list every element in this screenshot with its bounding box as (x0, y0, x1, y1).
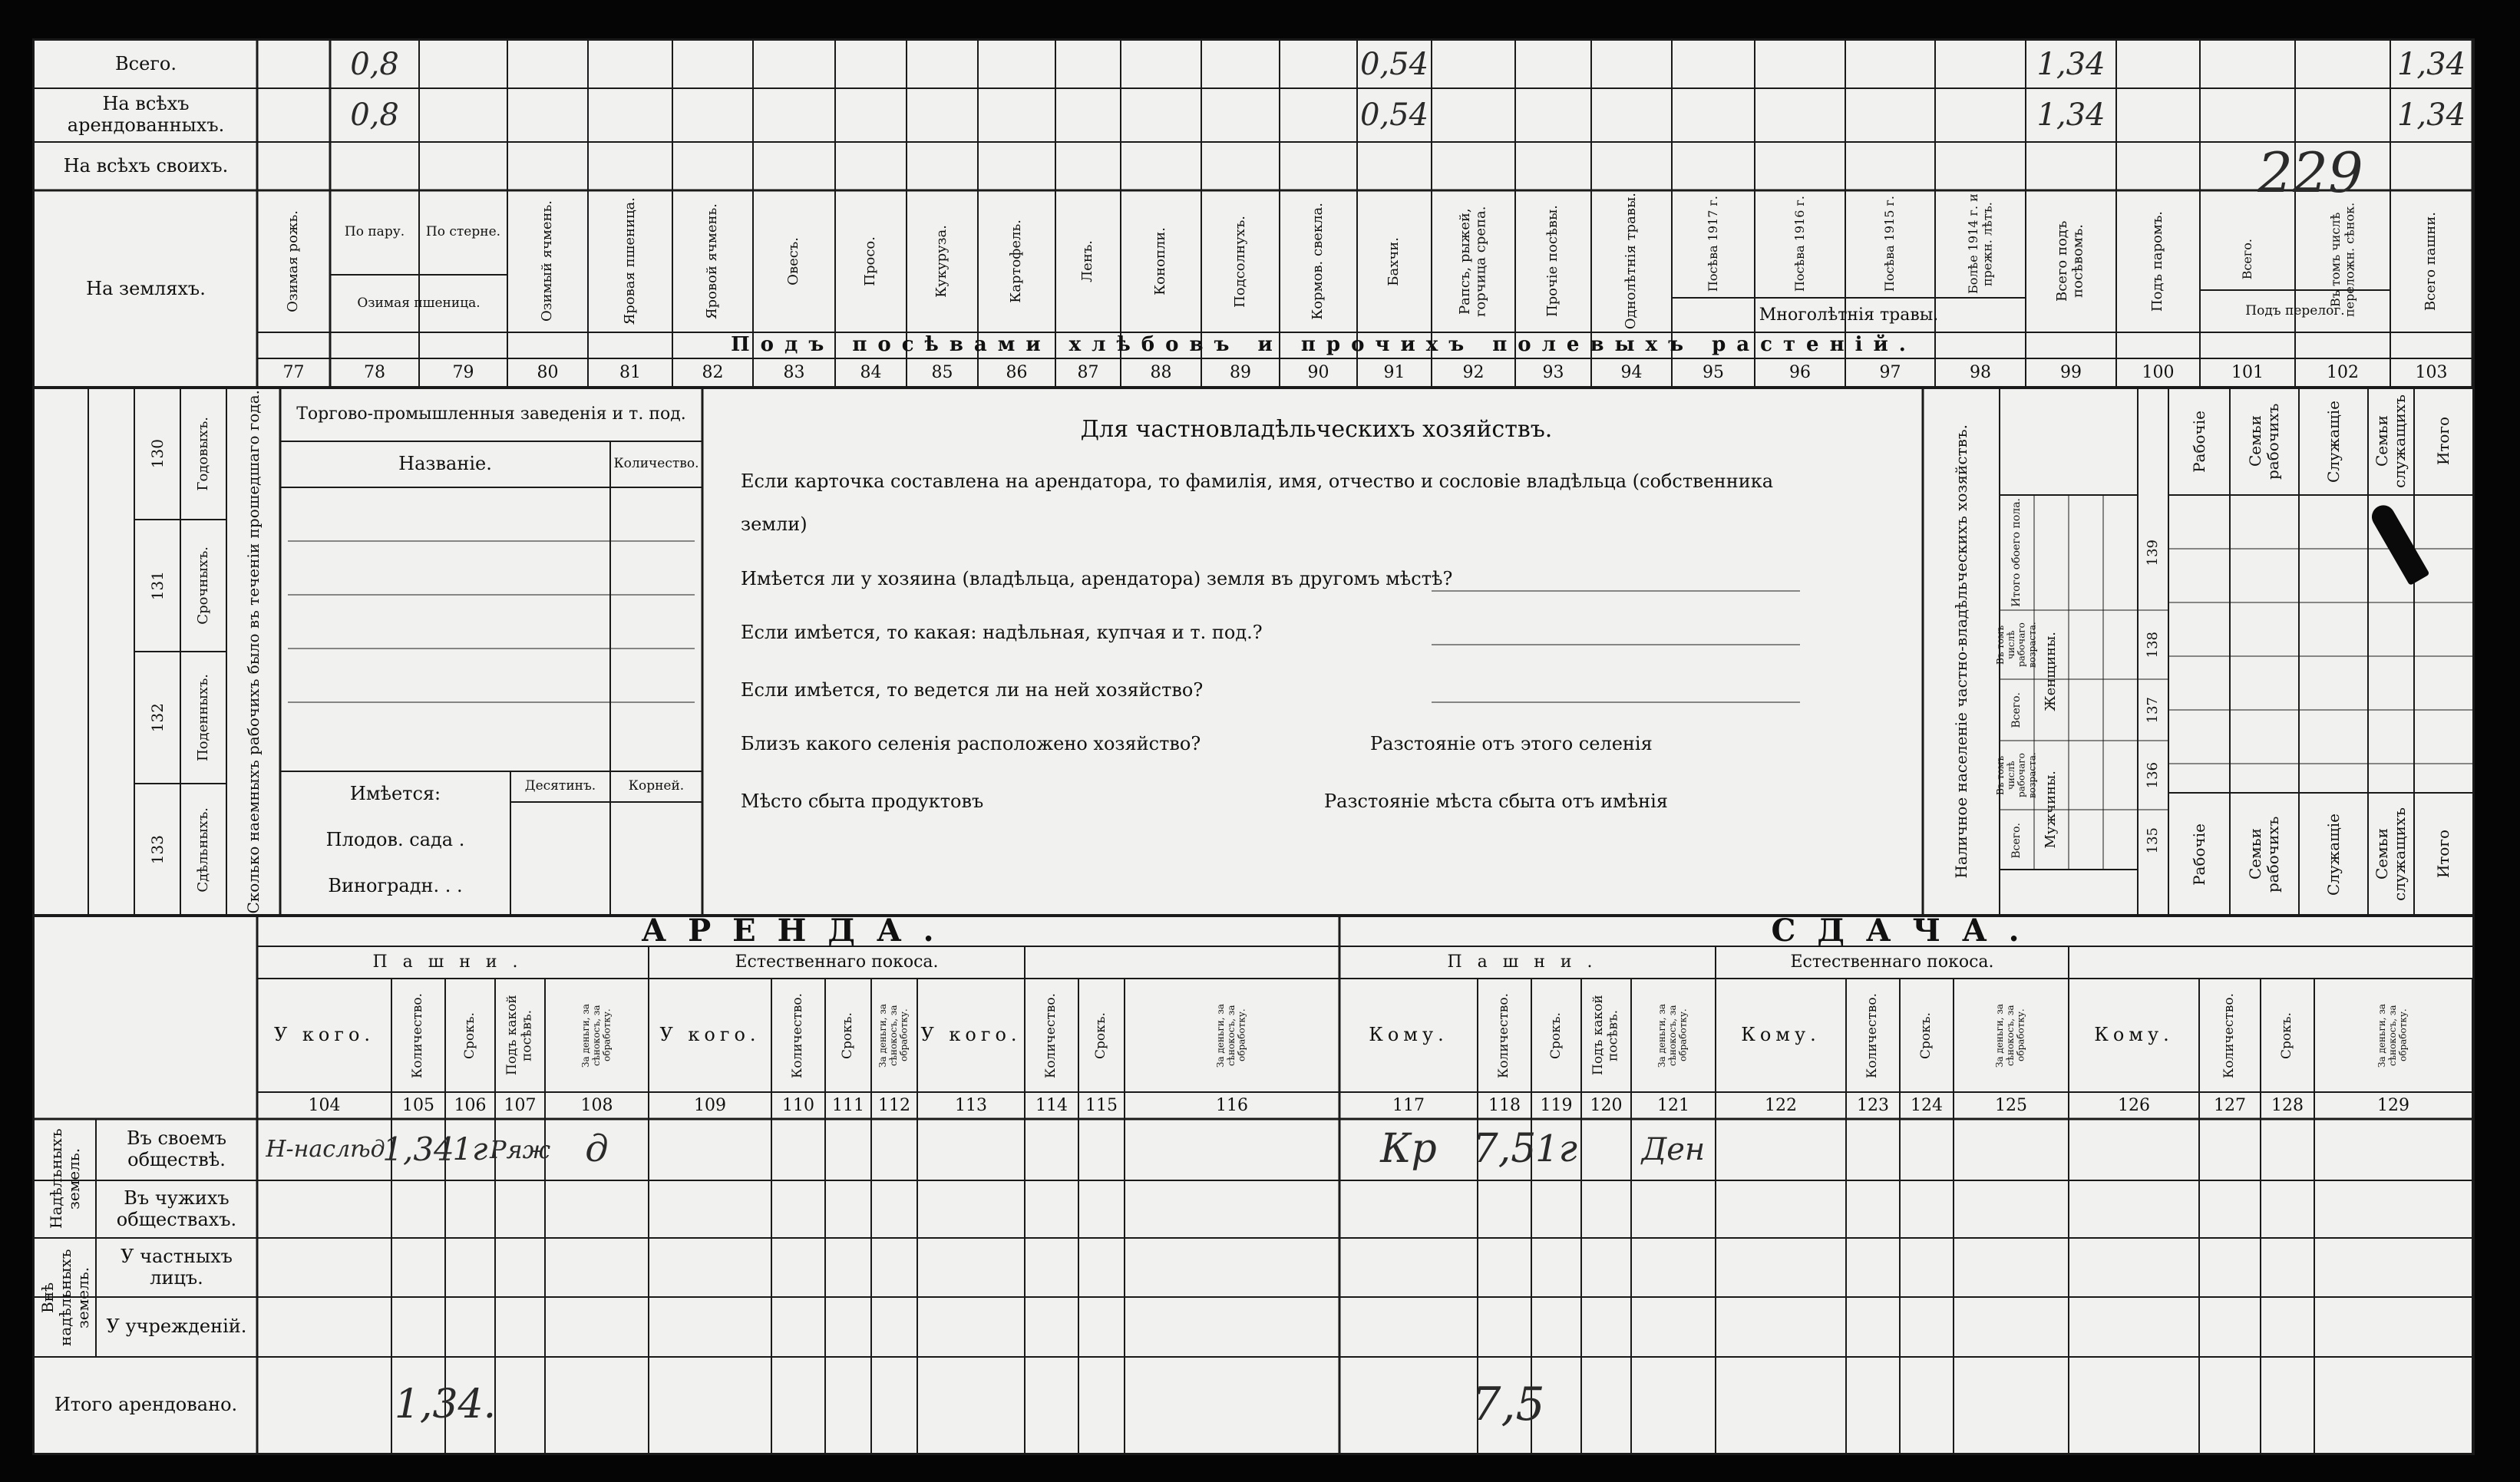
col-num-82: 82 (702, 363, 724, 383)
arenda-title: АРЕНДА. (641, 913, 956, 949)
col-header-103 (2390, 190, 2472, 332)
col-num-116: 116 (1216, 1095, 1248, 1115)
hand-srok2[interactable]: 1г (1535, 1127, 1577, 1171)
col-header-82 (672, 190, 753, 332)
pop-num-138-text: 138 (2144, 631, 2161, 658)
workers-label-130 (180, 388, 226, 520)
col-header-93 (1515, 190, 1591, 332)
col-header-86-text: Картофель. (1008, 219, 1025, 303)
col-num-129: 129 (2377, 1095, 2409, 1115)
col-num-124: 124 (1911, 1095, 1943, 1115)
col-num-85: 85 (931, 363, 953, 383)
hand-plata[interactable]: д (585, 1127, 609, 1171)
col-num-125: 125 (1995, 1095, 2027, 1115)
col-header-105-text: Количество. (410, 992, 426, 1078)
hand-kol[interactable]: 1,34 (382, 1130, 454, 1168)
col-num-107: 107 (504, 1095, 537, 1115)
col-num-127: 127 (2214, 1095, 2246, 1115)
col-header-80 (507, 190, 588, 332)
right-col-top-0 (2168, 388, 2230, 495)
right-col-top-2-text: Служащіе (2323, 400, 2343, 483)
col-header-123 (1846, 979, 1900, 1092)
vineyard-label: Виноградн. . . (328, 875, 463, 897)
col-header-100 (2116, 190, 2200, 332)
col-header-93-text: Прочіе посѣвы. (1544, 205, 1561, 318)
col-header-108-text: За деньги, за сѣнокосъ, за обработку. (580, 1003, 613, 1068)
col-header-113: У кого. (920, 1024, 1022, 1046)
trade-name-header: Названіе. (398, 453, 492, 475)
hand-vsego-99[interactable]: 1,34 (2036, 47, 2106, 82)
col-header-111-text: Срокъ. (840, 1012, 856, 1059)
col-header-118-text: Количество. (1496, 992, 1512, 1078)
sown-banner: Подъ посѣвами хлѣбовъ и прочихъ полевыхъ растеній. (731, 333, 1917, 357)
row-label-2: У частныхъ лицъ. (121, 1245, 233, 1289)
right-col-bottom-2-text: Служащіе (2323, 813, 2343, 896)
col-header-87 (1055, 190, 1121, 332)
col-header-82-text: Яровой ячмень. (704, 203, 721, 319)
right-col-top-3-text: Семьи служащихъ (2373, 394, 2409, 488)
col-header-129 (2314, 979, 2472, 1092)
col-num-79: 79 (452, 363, 474, 383)
right-col-top-1-text: Семьи рабочихъ (2246, 403, 2282, 480)
question-q2: Имѣется ли у хозяина (владѣльца, арендатора) земля въ другомъ мѣстѣ? (741, 568, 1453, 590)
trade-title: Торгово-промышленныя заведенія и т. под. (296, 404, 686, 424)
col-header-96-text: Посѣва 1916 г. (1792, 196, 1807, 292)
private-title: Для частновладѣльческихъ хозяйствъ. (1080, 415, 1553, 443)
col-num-126: 126 (2118, 1095, 2150, 1115)
col-num-123: 123 (1857, 1095, 1889, 1115)
col-header-83-text: Овесъ. (785, 237, 802, 286)
row-label-na-zemlyah: На земляхъ. (86, 277, 206, 299)
col-header-120 (1581, 979, 1631, 1092)
arenda-pokos-label: Естественнаго покоса. (735, 952, 939, 972)
col-num-93: 93 (1542, 363, 1564, 383)
col-header-121-text: За деньги, за сѣнокосъ, за обработку. (1656, 1003, 1689, 1068)
hand-vsego-91[interactable]: 0,54 (1359, 47, 1429, 82)
col-num-89: 89 (1230, 363, 1251, 383)
col-header-91 (1357, 190, 1432, 332)
col-header-102-text: Въ томъ числѣ переложн. сѣнок. (2327, 202, 2357, 317)
col-header-119-text: Срокъ. (1547, 1012, 1564, 1059)
col-header-87-text: Ленъ. (1079, 240, 1096, 282)
col-header-116 (1125, 979, 1339, 1092)
hand-arend-99[interactable]: 1,34 (2036, 97, 2106, 133)
workers-num-132 (134, 652, 180, 784)
right-col-bottom-0 (2168, 793, 2230, 916)
question-village: Близъ какого селенія расположено хозяйство? (741, 733, 1201, 755)
col-header-123-text: Количество. (1864, 992, 1881, 1078)
hired-workers-label (226, 388, 280, 916)
hand-total-arenda[interactable]: 1,34. (394, 1381, 497, 1428)
col-header-92 (1432, 190, 1515, 332)
pop-num-139 (2138, 495, 2168, 610)
hired-workers-label-text: Сколько наемныхъ рабочихъ было въ теченіи прошедшаго года. (243, 389, 263, 914)
col-header-77-text: Озимая рожь. (285, 210, 302, 312)
col-header-79: По стерне. (425, 224, 501, 240)
right-col-bottom-1-text: Семьи рабочихъ (2246, 816, 2282, 893)
right-col-top-2 (2299, 388, 2368, 495)
row-label-3: У учрежденій. (106, 1315, 247, 1338)
women-label-text: Женщины. (2043, 632, 2059, 711)
question-q3: Если имѣется, то какая: надѣльная, купчая и т. под.? (741, 622, 1263, 644)
workers-label-130-text: Годовыхъ. (194, 416, 211, 491)
right-col-top-4-text: Итого (2433, 417, 2452, 466)
pop-num-137-text: 137 (2144, 696, 2161, 724)
trade-qty-header: Количество. (613, 456, 699, 472)
col-header-118 (1478, 979, 1531, 1092)
col-header-84-text: Просо. (862, 236, 879, 286)
pop-label-136-text: Въ томъ числѣ рабочаго возраста. (1994, 752, 2038, 798)
col-header-127 (2199, 979, 2261, 1092)
pop-label-139-text: Итого обоего пола. (2010, 498, 2023, 607)
workers-label-133 (180, 784, 226, 916)
right-col-top-3 (2368, 388, 2414, 495)
col-header-101-text: Всего. (2239, 239, 2254, 280)
right-col-top-0-text: Рабочіе (2189, 410, 2208, 473)
col-num-78: 78 (364, 363, 385, 383)
group-nadelnyh (35, 1119, 96, 1238)
desyatin-header: Десятинъ. (524, 778, 596, 794)
question-owner: Если карточка составлена на арендатора, то фамилія, имя, отчество и сословіе владѣльца (собственника земли) (741, 470, 1774, 535)
col-header-98 (1935, 190, 2026, 298)
col-num-92: 92 (1462, 363, 1485, 383)
col-header-88-text: Конопли. (1152, 227, 1169, 295)
arenda-pashni-label: Пашни. (372, 952, 533, 972)
col-header-81-text: Яровая пшеница. (621, 197, 638, 325)
col-header-121 (1631, 979, 1716, 1092)
col-header-99-text: Всего подъ посѣвомъ. (2054, 220, 2086, 302)
col-header-84 (835, 190, 907, 332)
col-header-117: Кому. (1369, 1024, 1448, 1046)
pop-num-137 (2138, 679, 2168, 741)
workers-label-131 (180, 520, 226, 652)
col-header-128-text: Срокъ. (2279, 1012, 2295, 1059)
sdacha-pokos-label: Естественнаго покоса. (1790, 952, 1994, 972)
question-village-distance: Разстояніе отъ этого селенія (1370, 733, 1653, 755)
right-col-bottom-4 (2414, 793, 2472, 916)
col-header-128 (2261, 979, 2314, 1092)
workers-num-130 (134, 388, 180, 520)
right-col-bottom-0-text: Рабочіе (2189, 823, 2208, 886)
col-header-97 (1845, 190, 1935, 298)
col-header-91-text: Бахчи. (1386, 236, 1402, 286)
col-num-111: 111 (832, 1095, 864, 1115)
col-num-90: 90 (1307, 363, 1329, 383)
col-header-110-text: Количество. (790, 992, 806, 1078)
col-header-122: Кому. (1741, 1024, 1821, 1046)
pop-label-135 (2000, 810, 2034, 871)
perelog-label: Подъ перелог. (2245, 302, 2345, 319)
pop-num-136 (2138, 741, 2168, 810)
col-header-77 (257, 190, 330, 332)
col-num-91: 91 (1383, 363, 1405, 383)
col-header-127-text: Количество. (2221, 992, 2238, 1078)
hand-vsego-78[interactable]: 0,8 (350, 47, 399, 82)
col-num-97: 97 (1879, 363, 1901, 383)
census-card (32, 38, 2475, 1455)
korney-header: Корней. (628, 778, 685, 794)
sdacha-pashni-label: Пашни. (1447, 952, 1608, 972)
col-header-100-text: Подъ паромъ. (2149, 210, 2166, 312)
men-label-text: Мужчины. (2043, 771, 2059, 849)
col-header-108 (545, 979, 649, 1092)
col-num-109: 109 (694, 1095, 726, 1115)
col-num-96: 96 (1789, 363, 1811, 383)
col-header-105 (391, 979, 445, 1092)
col-header-98-text: Болѣе 1914 г. и прежн. лѣтъ. (1965, 193, 1994, 295)
col-header-120-text: Подъ какой посѣвъ. (1590, 995, 1621, 1076)
ink-pointer-mark (2368, 501, 2430, 586)
col-header-81 (588, 190, 672, 332)
col-header-114 (1025, 979, 1078, 1092)
col-header-90 (1280, 190, 1357, 332)
col-header-106-text: Срокъ. (461, 1012, 477, 1059)
hand-arend-78[interactable]: 0,8 (350, 97, 399, 133)
orchard-label: Плодов. сада . (325, 829, 465, 851)
col-num-117: 117 (1392, 1095, 1425, 1115)
col-header-89 (1201, 190, 1280, 332)
col-num-115: 115 (1085, 1095, 1118, 1115)
hand-komu[interactable]: Кр (1380, 1126, 1437, 1173)
col-header-125 (1954, 979, 2069, 1092)
col-header-78: По пару. (344, 224, 405, 240)
question-market-distance: Разстояніе мѣста сбыта отъ имѣнія (1324, 791, 1668, 813)
col-header-94 (1591, 190, 1672, 332)
hand-arend-91[interactable]: 0,54 (1359, 97, 1429, 133)
row-label-arendovannyh: На всѣхъ арендованныхъ. (67, 93, 225, 136)
col-header-85 (907, 190, 978, 332)
col-header-115-text: Срокъ. (1093, 1012, 1109, 1059)
col-num-88: 88 (1150, 363, 1172, 383)
col-num-114: 114 (1035, 1095, 1068, 1115)
col-header-107-text: Подъ какой посѣвъ. (504, 995, 535, 1076)
pop-label-139 (2000, 495, 2034, 610)
col-header-95-text: Посѣва 1917 г. (1705, 196, 1720, 292)
col-header-115 (1078, 979, 1125, 1092)
col-header-112-text: За деньги, за сѣнокосъ, за обработку. (877, 1003, 910, 1068)
hand-page-number[interactable]: 229 (2257, 140, 2363, 205)
col-num-118: 118 (1488, 1095, 1521, 1115)
col-num-128: 128 (2271, 1095, 2304, 1115)
col-header-114-text: Количество. (1043, 992, 1059, 1078)
workers-num-131-text: 131 (147, 570, 167, 601)
hand-plata2[interactable]: Ден (1641, 1132, 1706, 1167)
col-header-94-text: Однолѣтнія травы. (1623, 193, 1640, 330)
col-header-107 (495, 979, 545, 1092)
col-num-81: 81 (619, 363, 641, 383)
col-header-97-text: Посѣва 1915 г. (1882, 196, 1897, 292)
workers-num-133 (134, 784, 180, 916)
col-num-104: 104 (308, 1095, 341, 1115)
col-num-77: 77 (282, 363, 305, 383)
ozimaya-pshenitsa-label: Озимая пшеница. (357, 295, 481, 311)
right-col-bottom-2 (2299, 793, 2368, 916)
pop-label-135-text: Всего. (2010, 822, 2023, 859)
pop-label-137 (2000, 679, 2034, 741)
col-num-106: 106 (454, 1095, 487, 1115)
col-num-101: 101 (2231, 363, 2264, 383)
col-header-92-text: Рапсъ, рыжей, горчица срепа. (1456, 206, 1489, 317)
right-col-top-1 (2230, 388, 2299, 495)
col-header-95 (1672, 190, 1755, 298)
col-header-111 (825, 979, 871, 1092)
pop-num-135-text: 135 (2144, 827, 2161, 854)
workers-num-131 (134, 520, 180, 652)
col-num-94: 94 (1620, 363, 1643, 383)
col-num-102: 102 (2327, 363, 2359, 383)
col-num-83: 83 (783, 363, 805, 383)
col-header-90-text: Кормов. свекла. (1310, 203, 1326, 320)
group-nadelnyh-text: Надѣльныхъ земель. (47, 1128, 83, 1229)
pop-num-139-text: 139 (2144, 539, 2161, 566)
women-label (2034, 602, 2069, 741)
col-header-88 (1121, 190, 1201, 332)
col-header-86 (978, 190, 1055, 332)
row-label-0: Въ своемъ обществѣ. (126, 1127, 227, 1170)
pop-label-137-text: Всего. (2010, 691, 2023, 728)
col-header-99 (2026, 190, 2116, 332)
group-vne-nadelnyh-text: Внѣ надѣльныхъ земель. (38, 1249, 92, 1346)
col-header-124 (1900, 979, 1954, 1092)
col-header-124-text: Срокъ. (1918, 1012, 1934, 1059)
col-num-95: 95 (1703, 363, 1724, 383)
col-header-89-text: Подсолнухъ. (1231, 215, 1248, 308)
col-header-104: У кого. (273, 1024, 375, 1046)
row-label-vsego: Всего. (115, 53, 177, 75)
hand-total-sdacha[interactable]: 7,5 (1471, 1378, 1545, 1431)
right-col-top-4 (2414, 388, 2472, 495)
col-num-119: 119 (1540, 1095, 1573, 1115)
col-header-83 (753, 190, 835, 332)
pop-label-138 (1994, 610, 2038, 679)
col-num-86: 86 (1006, 363, 1028, 383)
hand-vsego-103[interactable]: 1,34 (2396, 47, 2466, 82)
question-market: Мѣсто сбыта продуктовъ (741, 791, 984, 813)
col-num-100: 100 (2142, 363, 2175, 383)
workers-num-130-text: 130 (147, 438, 167, 469)
col-num-121: 121 (1657, 1095, 1689, 1115)
pop-num-135 (2138, 810, 2168, 871)
mnogoletnie-label: Многолѣтнія травы. (1759, 305, 1939, 325)
col-header-110 (771, 979, 825, 1092)
col-header-116-text: За деньги, за сѣнокосъ, за обработку. (1215, 1003, 1247, 1068)
has-label: Имѣется: (349, 783, 441, 805)
col-num-108: 108 (580, 1095, 613, 1115)
col-num-99: 99 (2060, 363, 2082, 383)
right-col-bottom-3-text: Семьи служащихъ (2373, 807, 2409, 901)
hand-posev[interactable]: Ряж (489, 1134, 551, 1164)
col-num-84: 84 (860, 363, 882, 383)
group-vne-nadelnyh (35, 1238, 96, 1357)
col-header-85-text: Кукуруза. (933, 225, 950, 298)
hand-arend-103[interactable]: 1,34 (2396, 97, 2466, 133)
col-num-80: 80 (537, 363, 559, 383)
sdacha-title: СДАЧА. (1771, 913, 2041, 949)
hand-srok[interactable]: 1г (452, 1132, 488, 1167)
col-header-96 (1755, 190, 1845, 298)
col-num-122: 122 (1765, 1095, 1797, 1115)
workers-label-131-text: Срочныхъ. (194, 546, 211, 625)
row-label-1: Въ чужихъ обществахъ. (116, 1187, 237, 1230)
col-num-103: 103 (2415, 363, 2448, 383)
workers-num-132-text: 132 (147, 702, 167, 733)
workers-num-133-text: 133 (147, 834, 167, 865)
col-header-112 (871, 979, 917, 1092)
col-header-109: У кого. (659, 1024, 761, 1046)
col-num-120: 120 (1590, 1095, 1623, 1115)
workers-label-133-text: Сдѣльныхъ. (194, 807, 211, 893)
pop-label-138-text: Въ томъ числѣ рабочаго возраста. (1994, 622, 2038, 668)
col-num-98: 98 (1970, 363, 1991, 383)
hand-u-kogo[interactable]: Н-наслѣд (266, 1135, 385, 1163)
pop-num-136-text: 136 (2144, 761, 2161, 789)
col-header-125-text: За деньги, за сѣнокосъ, за обработку. (1994, 1003, 2026, 1068)
col-header-80-text: Озимый ячмень. (539, 200, 556, 322)
col-num-113: 113 (955, 1095, 987, 1115)
col-num-110: 110 (782, 1095, 814, 1115)
col-header-126: Кому. (2094, 1024, 2174, 1046)
right-col-bottom-4-text: Итого (2433, 830, 2452, 879)
right-col-bottom-3 (2368, 793, 2414, 916)
col-num-105: 105 (402, 1095, 434, 1115)
pop-label-136 (1994, 741, 2038, 810)
question-q4: Если имѣется, то ведется ли на ней хозяйство? (741, 679, 1204, 701)
pop-num-138 (2138, 610, 2168, 679)
row-label-itogo: Итого арендовано. (54, 1393, 238, 1415)
col-num-87: 87 (1077, 363, 1099, 383)
workers-label-132 (180, 652, 226, 784)
workers-label-132-text: Поденныхъ. (194, 674, 211, 761)
population-label-text: Наличное населеніе частно-владѣльческихъ хозяйствъ. (1951, 424, 1970, 879)
men-label (2034, 741, 2069, 879)
col-header-103-text: Всего пашни. (2423, 211, 2439, 312)
row-label-svoih: На всѣхъ своихъ. (63, 154, 229, 177)
col-header-119 (1531, 979, 1581, 1092)
hand-kol2[interactable]: 7,5 (1472, 1126, 1537, 1173)
right-col-bottom-1 (2230, 793, 2299, 916)
population-label (1923, 388, 2000, 916)
col-num-112: 112 (878, 1095, 910, 1115)
col-header-129-text: За деньги, за сѣнокосъ, за обработку. (2376, 1003, 2409, 1068)
col-header-106 (445, 979, 495, 1092)
